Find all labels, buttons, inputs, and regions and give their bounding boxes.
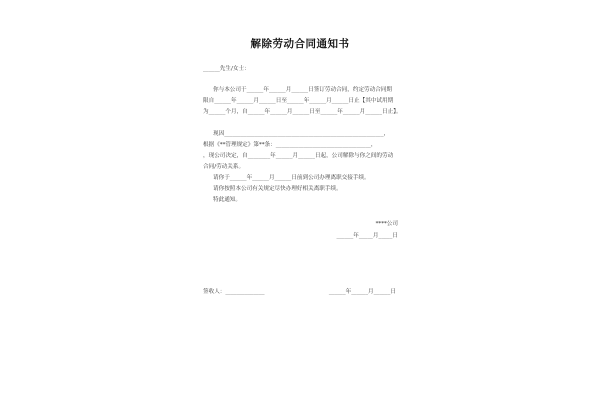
- paragraph-line-2: 限自______年______月______日至______年______月______日止【其中试用期: [203, 98, 394, 104]
- paragraph-line-8: 请你于______年______月______日前到公司办理离职交接手续。: [213, 175, 370, 181]
- receiver-date: ______年______月______日: [328, 289, 396, 295]
- paragraph-line-1: 你与本公司于______年______月______日签订劳动合同，约定劳动合同期: [213, 87, 393, 93]
- receiver-signature: 签收人：______________: [203, 289, 265, 295]
- company-signature: ****公司: [375, 221, 398, 227]
- company-date: ______年_____月_____日: [336, 233, 398, 239]
- paragraph-line-5: 根据《**管理规定》第**条：__________________________________，: [203, 142, 377, 148]
- paragraph-line-6: ，现公司决定，自________年______月______日起，公司解除与你之间的劳动: [203, 153, 394, 159]
- paragraph-line-3: 为______个月，自______年______月______日至______年______月______日止】。: [203, 109, 402, 115]
- paragraph-line-10: 特此通知。: [213, 197, 241, 203]
- paragraph-line-7: 合同/劳动关系。: [203, 164, 245, 170]
- paragraph-line-4: 现因_________________________________________________________，: [213, 131, 390, 137]
- salutation: ______先生/女士：: [203, 66, 250, 72]
- paragraph-line-9: 请你按照本公司有关规定尽快办理好相关离职手续。: [213, 186, 342, 192]
- document-title: 解除劳动合同通知书: [250, 38, 350, 50]
